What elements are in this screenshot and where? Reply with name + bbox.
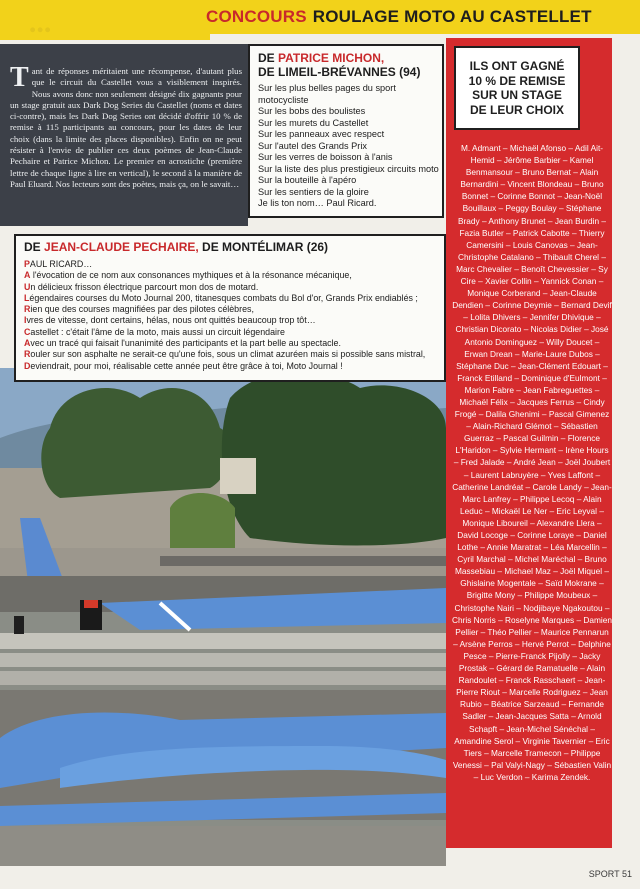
intro-paragraph: ant de réponses méritaient une récompense, d'autant plus que le circuit du Castellet vous a visiblement inspirés. Nous avons donc non seulement désigné dix gagnants pour un stage gratuit aux Dark Dog Series du Castellet (noms et dates ci-contre), mais les Dark Dog Series ont décidé d'offrir 10 % de remise à 115 participants au concours, pour les dates de leur choix (dans la limite des places disponibles). Enfin on ne peut résister à l'envie de publier ces deux poèmes de Jean-Claude Pechaire et Patrice Michon. Le premier en acrostiche (première lettre de chaque ligne à lire en vertical), le second à la manière de Paul Eluard. Nos lecteurs sont des poètes, mais ça, on le savait… [10, 66, 242, 189]
pechaire-prefix: DE [24, 240, 45, 254]
badge-line: DE LEUR CHOIX [469, 102, 564, 117]
acrostic-letter: L [24, 292, 30, 303]
acrostic-line: Rien que des courses magnifiées par des pilotes célèbres, [24, 304, 254, 315]
acrostic-letter: U [24, 281, 31, 292]
headline-concours: CONCOURS [206, 7, 307, 26]
race-track-illustration [0, 368, 446, 866]
michon-prefix: DE [258, 51, 279, 65]
michon-place: DE LIMEIL-BRÉVANNES (94) [258, 65, 421, 79]
michon-poem-box [248, 44, 444, 218]
acrostic-line: Légendaires courses du Moto Journal 200, titanesques combats du Bol d'or, Grands Prix endiablés ; [24, 292, 418, 303]
acrostic-letter: A [24, 270, 31, 281]
poem-line: motocycliste [258, 94, 309, 105]
page-footer: SPORT 51 [588, 869, 632, 879]
acrostic-letter: D [24, 360, 31, 371]
header-ghost-text: ... [30, 6, 53, 39]
pechaire-title [24, 240, 436, 254]
poem-line: Sur la bouteille à l'apéro [258, 175, 357, 185]
winners-list: M. Admant – Michaël Afonso – Adil Ait-Hemid – Jérôme Barbier – Kamel Benmansour – Bruno Bernat – Alain Bernardini – Vincent Blondeau – Bruno Bonnet – Corinne Bonnot – Jean-Noël Bouillaux – Peggy Boulay – Stéphane Brady – Anthony Brunet – Jean Burdin – Fazia Butler – Patrick Cabotte – Thierry Camersini – Louis Canovas – Jean-Christophe Catalano – Thibault Cherel – Marc Chevalier – Benoît Chevessier – Sy Cire – Xavier Collin – Yannick Conan – Monique Corberand – Jean-Claude Dendien – Corinne Deymie – Bernard Devif – Lolita Dhivers – Jennifer Dhivique – Christian Dicorato – Nicolas Didier – José Antonio Dominguez – Willy Doucet – Erwan Drean – Marie-Laure Dubos – Stéphane Duc – Jean-Clément Edouart – Franck Etilland – Dominique d'Eulmont – Marion Fabre – Jean Fabreguettes – Michaël Félix – Jacques Ferrus – Cindy Frogé – Dalila Ghenimi – Pascal Gimenez – Alain-Richard Glémot – Sébastien Guerraz – Pascal Guilmin – Florence L'Haridon – Sylvie Hermant – Irène Hours – Fred Jalade – André Jean – Joël Joubert – Laurent Labruyère – Yves Laffont – Catherine Landréat – Carole Landy – Jean-Marc Lanfrey – Philippe Lecoq – Alain Leduc – Mickaël Le Ner – Eric Leyval – Monique Liboureil – Alexandre Llera – David Locoge – Corinne Loraye – Daniel Lothe – Annie Maratrat – Léa Marcellin – Cyril Marchal – Michel Maréchal – Bruno Massebiau – Michael Maz – Joël Miquel – Ghislaine Mogentale – Saïd Mokrane – Brigitte Mony – Philippe Moubeux – Christophe Nairi – Nodjibaye Ngakoutou – Chris Norris – Roselyne Marques – Damien Pellier – Théo Pellier – Maurice Pennarun – Arsène Perros – Hervé Perrot – Delphine Pesce – Pierre-Franck Pijolly – Jacky Prostak – Gérard de Ramatuelle – Alain Randoulet – Franck Rasschaert – Jean-Pierre Riout – Marcelle Rodriguez – Jean Rubio – Béatrice Sarzeaud – Fernande Sadler – Jean-Jacques Satta – Arnold Schapft – Jean-Michel Sénéchal – Amandine Serol – Virginie Tavernier – Eric Tiers – Marcelle Tramecon – Philippe Venessi – Pal Valyi-Nagy – Sébastien Valin – Luc Verdon – Karima Zendek. [452, 143, 613, 782]
michon-name: PATRICE MICHON, [278, 51, 385, 65]
poem-line: Sur les murets du Castellet [258, 117, 369, 128]
acrostic-line: Deviendrait, pour moi, réalisable cette année peut être grâce à toi, Moto Journal ! [24, 360, 343, 371]
circuit-photo [0, 368, 446, 866]
acrostic-letter: P [24, 259, 30, 269]
winners-badge [454, 46, 580, 130]
acrostic-line: A l'évocation de ce nom aux consonances mythiques et à la résonance mécanique, [24, 270, 352, 281]
poem-line: Sur les plus belles pages du sport [258, 83, 396, 93]
michon-title [258, 51, 434, 79]
badge-line: 10 % DE REMISE [468, 73, 566, 88]
acrostic-line: Un délicieux frisson électrique parcourt mon dos de motard. [24, 281, 259, 292]
pechaire-poem-box [14, 234, 446, 382]
poem-line: Sur la liste des plus prestigieux circuits moto [258, 163, 439, 174]
acrostic-letter: R [24, 349, 31, 360]
pechaire-place: DE MONTÉLIMAR (26) [202, 240, 329, 254]
acrostic-line: Rouler sur son asphalte ne serait-ce qu'une fois, sous un climat azuréen mais si possible sans mistral, [24, 349, 426, 360]
intro-text-block [0, 44, 248, 226]
poem-line: Sur les bobs des boulistes [258, 106, 366, 116]
poem-line: Sur les panneaux avec respect [258, 129, 385, 139]
acrostic-line: Ivres de vitesse, dont certains, hélas, nous ont quittés beaucoup trop tôt… [24, 315, 316, 326]
badge-line: ILS ONT GAGNÉ [469, 59, 565, 73]
poem-line: Sur l'autel des Grands Prix [258, 140, 367, 151]
acrostic-line: PAUL RICARD… [24, 259, 93, 269]
poem-line: Sur les verres de boisson à l'anis [258, 152, 393, 162]
poem-line: Je lis ton nom… Paul Ricard. [258, 198, 377, 208]
michon-poem [258, 83, 439, 210]
page-headline [200, 0, 640, 34]
acrostic-letter: C [24, 326, 31, 337]
pechaire-name: JEAN-CLAUDE PECHAIRE, [44, 240, 199, 254]
acrostic-line: Avec un tracé qui faisait l'unanimité des participants et la part belle au spectacle. [24, 338, 341, 349]
badge-line: SUR UN STAGE [472, 88, 562, 102]
intro-dropcap: T [10, 62, 29, 93]
poem-line: Sur les sentiers de la gloire [258, 186, 369, 197]
acrostic-letter: A [24, 338, 31, 349]
acrostic-letter: I [24, 315, 27, 326]
acrostic-line: Castellet : c'était l'âme de la moto, mais aussi un circuit légendaire [24, 326, 285, 337]
acrostic-letter: R [24, 304, 31, 315]
headline-title: ROULAGE MOTO AU CASTELLET [312, 7, 592, 26]
